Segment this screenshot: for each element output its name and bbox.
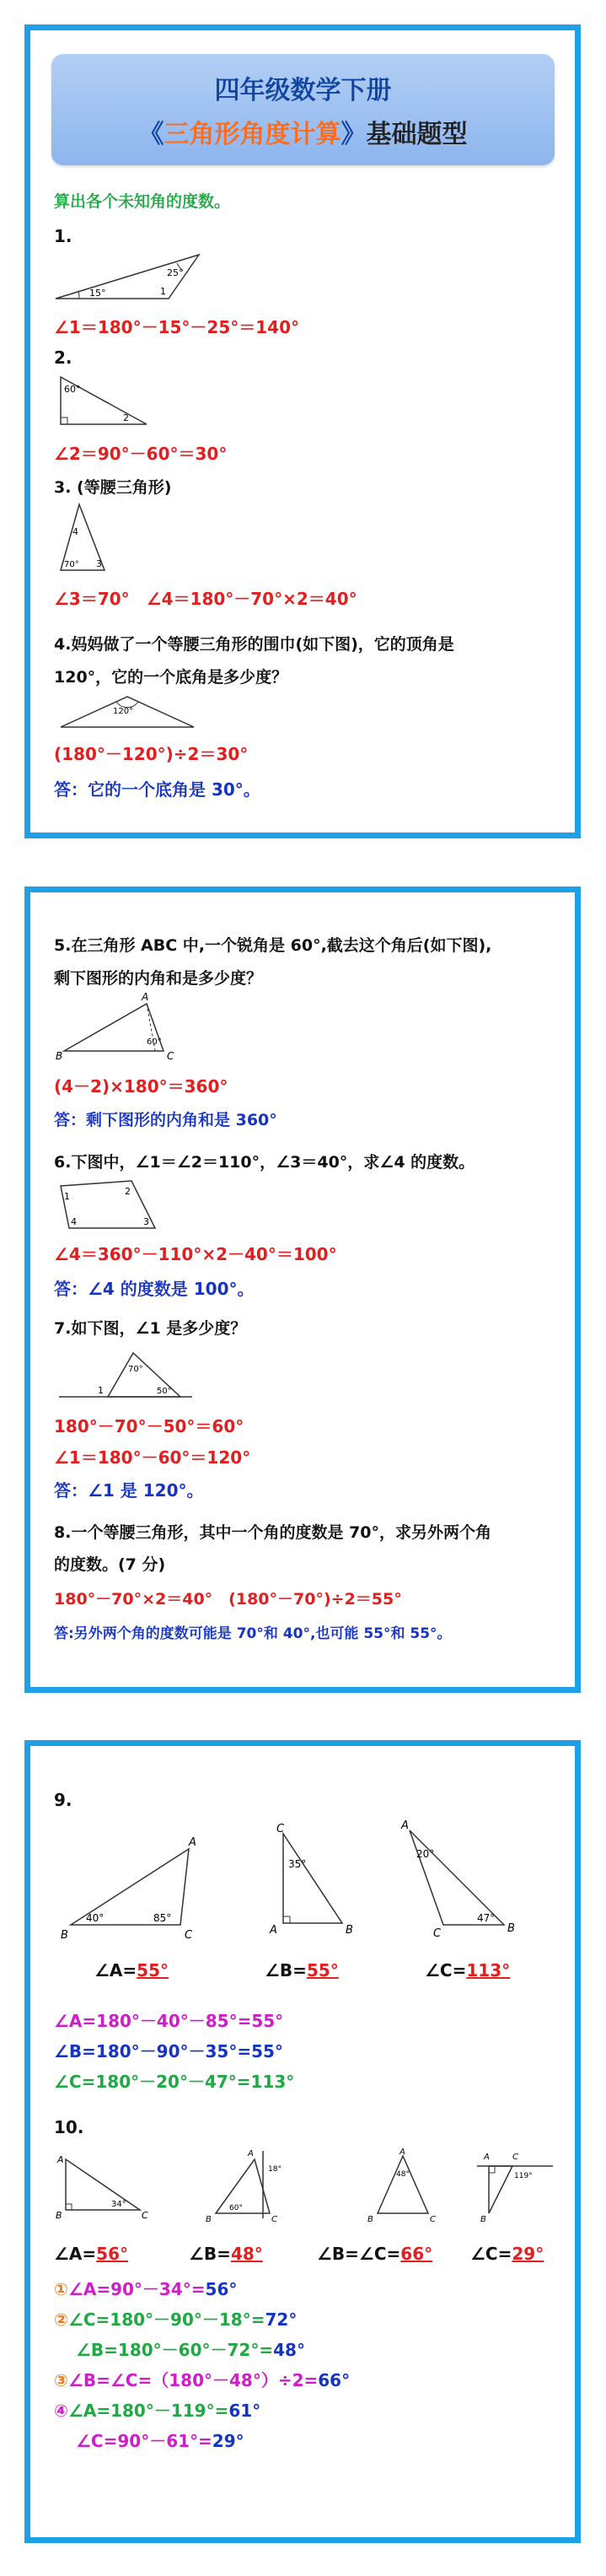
q1-angle-15: 15°	[89, 288, 106, 299]
q10-step-6	[76, 2428, 244, 2452]
title-close-bracket: 》	[341, 120, 367, 149]
q7-answer: 答：∠1 是 120°。	[54, 1480, 204, 1501]
q10-figure-1	[54, 2151, 164, 2227]
q3-figure	[54, 501, 113, 579]
q10-f3-48: 48°	[396, 2170, 410, 2179]
q9-blank-c-label: ∠C=	[425, 1960, 467, 1981]
q3-angle-3: 3	[96, 558, 102, 569]
q6-angle-3: 3	[143, 1216, 149, 1227]
q8-question-line2: 的度数。(7 分)	[54, 1555, 166, 1574]
q9-f2-b: B	[346, 1924, 353, 1937]
q9-f1-c: C	[185, 1929, 193, 1942]
q10-blank-b-label: ∠B=	[189, 2244, 231, 2264]
q4-question-line1: 4.妈妈做了一个等腰三角形的围巾(如下图)，它的顶角是	[54, 635, 454, 654]
q9-line-c: ∠C=180°－20°－47°=113°	[54, 2072, 295, 2092]
q10-figure-4	[472, 2148, 565, 2228]
q10-f3-b: B	[367, 2215, 373, 2224]
q2-angle-60: 60°	[64, 384, 81, 395]
q10-f4-119: 119°	[514, 2172, 533, 2180]
q3-angle-4: 4	[72, 526, 78, 537]
q9-f3-c: C	[433, 1927, 442, 1940]
title-line-2	[51, 113, 555, 150]
q10-step-5-mark: ④	[54, 2401, 68, 2421]
title-suffix: 基础题型	[366, 120, 468, 149]
q1-label: 1.	[54, 226, 72, 246]
q8-answer: 答:另外两个角的度数可能是 70°和 40°,也可能 55°和 55°。	[54, 1625, 452, 1642]
q7-angle-50: 50°	[157, 1387, 172, 1396]
q7-calc2: ∠1＝180°－60°＝120°	[54, 1447, 251, 1468]
q2-angle-2: 2	[123, 412, 129, 423]
q9-blank-c-value: 113°	[466, 1960, 511, 1981]
q5-question-line1: 5.在三角形 ABC 中,一个锐角是 60°,截去这个角后(如下图),	[54, 936, 492, 955]
q9-f3-b: B	[507, 1922, 515, 1935]
q10-label: 10.	[54, 2117, 84, 2137]
q6-angle-1: 1	[64, 1191, 70, 1202]
q10-blank-b	[189, 2244, 263, 2264]
title-line-1: 四年级数学下册	[214, 76, 392, 105]
q10-blank-a	[54, 2244, 128, 2264]
q10-step-2-mark: ②	[54, 2309, 68, 2330]
q10-step-5	[54, 2397, 260, 2422]
q9-f2-a: A	[270, 1924, 277, 1937]
q10-step-3	[76, 2336, 305, 2361]
q10-f2-18: 18°	[268, 2165, 282, 2174]
q6-calc: ∠4＝360°－110°×2－40°＝100°	[54, 1244, 337, 1264]
instruction: 算出各个未知角的度数。	[54, 192, 231, 211]
q5-point-c: C	[167, 1050, 174, 1062]
q4-figure	[56, 692, 199, 732]
q10-step-1-result: 56°	[205, 2279, 238, 2299]
q7-figure	[56, 1348, 199, 1405]
q10-f4-a: A	[484, 2153, 490, 2162]
q9-f1-b: B	[61, 1929, 68, 1942]
q10-step-2-result: 72°	[265, 2309, 298, 2330]
q9-blank-b-value: 55°	[306, 1960, 339, 1981]
q9-f2-c: C	[276, 1824, 285, 1835]
q1-answer: ∠1＝180°－15°－25°＝140°	[54, 317, 300, 337]
q10-blank-c-label: ∠C=	[470, 2244, 512, 2264]
q8-calc: 180°－70°×2＝40° (180°－70°)÷2＝55°	[54, 1590, 402, 1609]
q10-blank-c	[470, 2244, 544, 2264]
q10-f1-b: B	[56, 2210, 62, 2221]
q10-step-5-text: ∠A=180°－119°=	[67, 2401, 229, 2421]
q6-answer: 答：∠4 的度数是 100°。	[54, 1279, 255, 1299]
q9-blank-b-label: ∠B=	[265, 1960, 307, 1981]
q9-f3-a: A	[401, 1819, 409, 1832]
q9-blank-b	[265, 1960, 339, 1981]
title-banner	[51, 54, 555, 165]
section-card-2	[24, 887, 581, 1693]
q9-blank-a-value: 55°	[137, 1960, 169, 1981]
q3-answer: ∠3＝70° ∠4＝180°－70°×2＝40°	[54, 589, 357, 609]
q6-angle-4: 4	[71, 1216, 77, 1227]
q10-f1-a: A	[57, 2154, 64, 2165]
q8-question-line1: 8.一个等腰三角形，其中一个角的度数是 70°，求另外两个角	[54, 1523, 491, 1542]
q10-blank-bc-label: ∠B=∠C=	[317, 2244, 401, 2264]
q9-f1-85: 85°	[153, 1912, 172, 1924]
q10-step-4-text: ∠B=∠C=（180°－48°）÷2=	[67, 2370, 319, 2390]
q5-question-line2: 剩下图形的内角和是多少度？	[54, 969, 263, 988]
q9-label: 9.	[54, 1790, 72, 1810]
q6-figure	[56, 1176, 165, 1235]
q3-angle-70: 70°	[64, 560, 79, 569]
q10-step-4-mark: ③	[54, 2370, 68, 2390]
q10-blank-bc-value: 66°	[400, 2244, 433, 2264]
q10-f4-b: B	[480, 2215, 486, 2224]
q6-angle-2: 2	[125, 1186, 131, 1197]
q10-step-1-text: ∠A=90°－34°=	[67, 2279, 206, 2299]
q5-point-a: A	[142, 992, 149, 1003]
q4-question-line2: 120°，它的一个底角是多少度？	[54, 668, 288, 687]
q10-f4-c: C	[512, 2153, 518, 2162]
q10-f1-34: 34°	[111, 2200, 126, 2209]
q10-step-1-mark: ①	[54, 2279, 68, 2299]
q10-step-2	[54, 2306, 297, 2331]
q10-figure-2	[199, 2148, 317, 2228]
q10-step-4	[54, 2367, 350, 2391]
title-open-bracket: 《	[138, 120, 164, 149]
q9-line-b: ∠B=180°－90°－35°=55°	[54, 2041, 283, 2061]
q10-blank-a-value: 56°	[96, 2244, 129, 2264]
q10-f2-b: B	[206, 2215, 212, 2224]
q5-figure	[54, 992, 214, 1066]
q10-blank-c-value: 29°	[512, 2244, 544, 2264]
q2-figure	[54, 372, 155, 433]
q7-angle-1: 1	[98, 1385, 104, 1396]
q5-angle-60: 60°	[147, 1037, 162, 1047]
q10-f1-c: C	[142, 2210, 148, 2221]
q10-step-2-text: ∠C=180°－90°－18°=	[67, 2309, 265, 2330]
q10-step-6-result: 29°	[212, 2431, 244, 2451]
q9-f3-47: 47°	[477, 1912, 496, 1924]
q10-step-4-result: 66°	[318, 2370, 351, 2390]
q4-calc: (180°－120°)÷2＝30°	[54, 744, 249, 764]
q3-label: 3. (等腰三角形)	[54, 478, 172, 497]
q9-figure-1	[54, 1824, 231, 1942]
q9-blank-a-label: ∠A=	[94, 1960, 137, 1981]
q1-angle-25: 25°	[167, 267, 184, 278]
q10-blank-bc	[317, 2244, 432, 2264]
q7-angle-70: 70°	[128, 1365, 143, 1374]
q1-figure	[51, 248, 211, 307]
q9-f3-20: 20°	[416, 1848, 435, 1860]
q9-blank-c	[425, 1960, 510, 1981]
q10-f2-60: 60°	[229, 2204, 243, 2212]
q5-calc: (4－2)×180°＝360°	[54, 1076, 228, 1097]
q10-blank-a-label: ∠A=	[54, 2244, 97, 2264]
q2-label: 2.	[54, 348, 72, 368]
q9-f1-a: A	[189, 1836, 196, 1849]
q9-figure-3	[393, 1819, 536, 1945]
q9-line-a: ∠A=180°－40°－85°=55°	[54, 2011, 284, 2031]
q5-answer: 答：剩下图形的内角和是 360°	[54, 1111, 277, 1129]
q9-figure-2	[258, 1824, 367, 1942]
q7-question: 7.如下图，∠1 是多少度？	[54, 1319, 247, 1338]
q6-question: 6.下图中，∠1＝∠2＝110°，∠3＝40°，求∠4 的度数。	[54, 1153, 475, 1172]
q5-point-b: B	[56, 1050, 63, 1062]
q10-step-3-result: 48°	[273, 2340, 305, 2360]
q9-blank-a	[94, 1960, 169, 1981]
q4-answer: 答：它的一个底角是 30°。	[54, 779, 260, 800]
q10-step-1	[54, 2276, 237, 2300]
q10-step-6-text: ∠C=90°－61°=	[76, 2431, 212, 2451]
q9-f2-35: 35°	[288, 1858, 307, 1870]
q2-answer: ∠2＝90°－60°＝30°	[54, 444, 228, 464]
title-highlight: 三角形角度计算	[164, 120, 341, 149]
q10-f3-c: C	[430, 2215, 436, 2224]
q10-figure-3	[359, 2148, 452, 2228]
section-card-3	[24, 1740, 581, 2543]
q10-step-3-text: ∠B=180°－60°－72°=	[76, 2340, 274, 2360]
q10-f2-a: A	[248, 2149, 254, 2158]
q10-f3-a: A	[400, 2148, 405, 2157]
q10-f2-c: C	[271, 2215, 277, 2224]
q10-step-5-result: 61°	[228, 2401, 261, 2421]
q9-f1-40: 40°	[86, 1912, 105, 1924]
q10-blank-b-value: 48°	[230, 2244, 263, 2264]
section-card-1	[24, 24, 581, 838]
q4-angle-120: 120°	[113, 707, 134, 716]
q1-angle-1: 1	[160, 286, 166, 297]
q7-calc1: 180°－70°－50°＝60°	[54, 1416, 244, 1436]
